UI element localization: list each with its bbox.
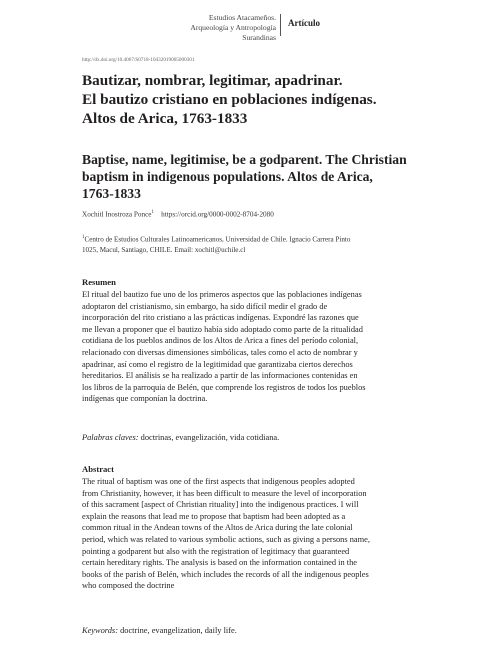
- title-english: [82, 151, 452, 202]
- resumen-line: apadrinar, así como el registro de la legitimidad que garantizaba ciertos derechos: [82, 359, 353, 369]
- title-es-line3: Altos de Arica, 1763-1833: [82, 110, 248, 127]
- title-en-line1: Baptise, name, legitimise, be a godparent. The Christian: [82, 152, 407, 167]
- resumen-line: los libros de la parroquia de Belén, que comprende los registros de todos los pueblos: [82, 382, 366, 392]
- affil-line2: 1025, Macul, Santiago, CHILE. Email: xochitl@uchile.cl: [82, 245, 246, 254]
- title-es-line2: El bautizo cristiano en poblaciones indígenas.: [82, 91, 377, 108]
- abstract-line: explain the reasons that lead me to propose that baptism had been adopted as a: [82, 511, 346, 521]
- title-es-line1: Bautizar, nombrar, legitimar, apadrinar.: [82, 72, 343, 89]
- abstract-line: who composed the doctrine: [82, 581, 175, 591]
- title-spanish: [82, 71, 452, 128]
- abstract-line: of this sacrament [aspect of Christian rituality] into the indigenous practices. I will: [82, 500, 359, 510]
- resumen-line: me llevan a proponer que el bautizo había sido adoptado como parte de la ritualidad: [82, 324, 363, 334]
- resumen-line: incorporación del rito cristiano a las prácticas indígenas. Expondré las razones que: [82, 313, 359, 323]
- title-en-line3: 1763-1833: [82, 186, 141, 201]
- title-en-line2: baptism in indigenous populations. Altos de Arica,: [82, 169, 373, 184]
- abstract-line: period, which was related to various symbolic actions, such as giving a persons name,: [82, 534, 370, 544]
- abstract-heading: Abstract: [82, 464, 114, 474]
- resumen-heading: Resumen: [82, 277, 116, 287]
- resumen-body: [82, 289, 426, 405]
- keywords-label: Keywords:: [82, 626, 118, 635]
- doi-link[interactable]: http://dx.doi.org/10.4067/S0718-10432019005000301: [82, 57, 195, 63]
- journal-name: [178, 13, 276, 43]
- abstract-line: books of the parish of Belén, which includes the records of all the indigenous peoples: [82, 569, 369, 579]
- journal-name-line2: Arqueología y Antropología Surandinas: [190, 23, 276, 42]
- resumen-line: hereditarios. El análisis se ha realizado a partir de las informaciones contenidas en: [82, 371, 358, 381]
- abstract-line: from Christianity, however, it has been difficult to measure the level of incorporation: [82, 488, 367, 498]
- abstract-body: [82, 476, 426, 592]
- resumen-line: relacionado con diversas dimensiones simbólicas, tales como el acto de nombrar y: [82, 347, 358, 357]
- keywords: [82, 626, 237, 635]
- abstract-line: certain hereditary rights. The analysis is based on the information contained in the: [82, 558, 357, 568]
- author-line: [82, 210, 274, 218]
- resumen-line: cotidiana de los pueblos andinos de los Altos de Arica a fines del período colonial,: [82, 336, 359, 346]
- affil-mark: 1: [82, 235, 85, 240]
- abstract-line: pointing a godparent but also with the registration of legitimacy that guaranteed: [82, 546, 350, 556]
- palabras-claves-label: Palabras claves:: [82, 433, 139, 442]
- keywords-values: doctrine, evangelization, daily life.: [117, 626, 237, 635]
- affiliation: [82, 233, 422, 255]
- article-type: Artículo: [288, 18, 320, 28]
- abstract-line: common ritual in the Andean towns of the Altos de Arica during the late colonial: [82, 523, 353, 533]
- abstract-line: The ritual of baptism was one of the first aspects that indigenous peoples adopted: [82, 477, 355, 486]
- palabras-claves-values: doctrinas, evangelización, vida cotidiana.: [138, 433, 280, 442]
- resumen-line: adoptaron del cristianismo, sin embargo, ha sido difícil medir el grado de: [82, 301, 328, 311]
- affil-line1: Centro de Estudios Culturales Latinoamericanos, Universidad de Chile. Ignacio Carrera Pinto: [84, 235, 351, 244]
- orcid-link[interactable]: https://orcid.org/0000-0002-8704-2080: [161, 210, 274, 219]
- resumen-line: El ritual del bautizo fue uno de los primeros aspectos que las poblaciones indígenas: [82, 290, 362, 299]
- resumen-line: indígenas que componían la doctrina.: [82, 394, 208, 404]
- journal-name-line1: Estudios Atacameños.: [208, 13, 276, 22]
- author-affil-mark: 1: [151, 210, 154, 215]
- header-divider: [280, 14, 281, 36]
- palabras-claves: [82, 433, 279, 442]
- author-name: Xochitl Inostroza Ponce: [82, 210, 152, 219]
